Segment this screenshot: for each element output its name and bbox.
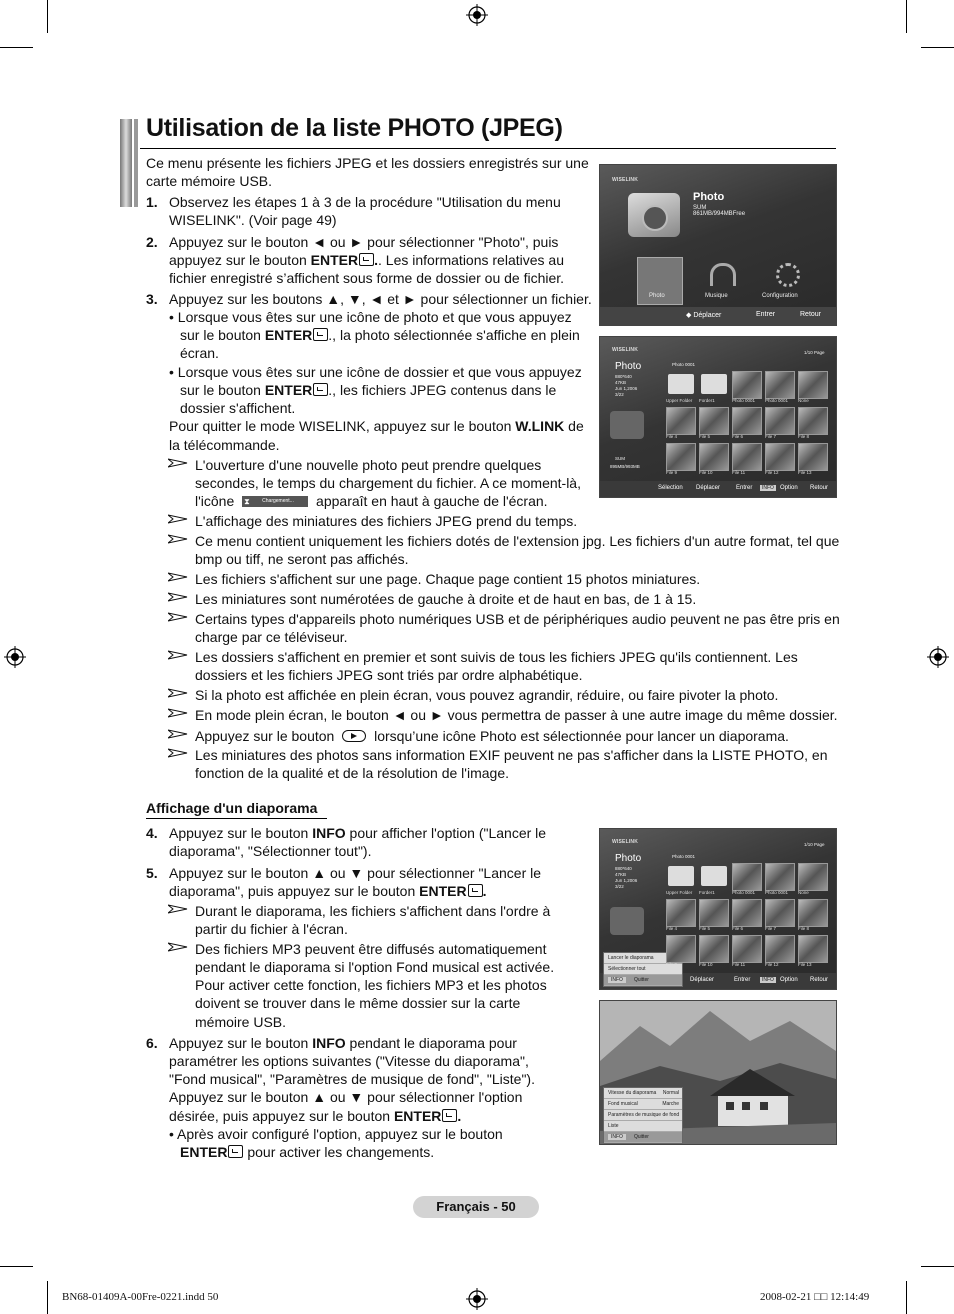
photo-tile[interactable] <box>765 899 795 927</box>
screen-title: Photo <box>693 191 725 203</box>
photo-tile[interactable] <box>732 935 762 963</box>
note-icon <box>168 729 188 739</box>
step-text: la télécommande. <box>169 437 280 453</box>
tile-label: File 6 <box>732 926 744 931</box>
step-number: 6. <box>146 1035 158 1051</box>
side-info: 3/22 <box>615 392 624 397</box>
enter-icon <box>442 1109 457 1122</box>
step-text: ENTER pour activer les changements. <box>180 1144 435 1160</box>
photo-tile[interactable] <box>798 935 828 963</box>
page-indicator: 1/10 Page <box>804 350 825 355</box>
crop-mark <box>906 0 907 33</box>
info-badge: INFO <box>608 977 626 983</box>
tile-label: File 13 <box>798 470 812 475</box>
tab-configuration-label[interactable]: Configuration <box>762 293 798 299</box>
registration-mark-icon <box>927 646 949 668</box>
tile-label: Photo 0001 <box>765 398 789 403</box>
note-text: Les dossiers s'affichent en premier et sont suivis de tous les fichiers JPEG qu'ils contiennent. Les <box>195 649 798 665</box>
tile-label: File 7 <box>765 926 777 931</box>
enter-icon <box>468 884 483 897</box>
hint-enter: Entrer <box>756 311 776 318</box>
note-text: secondes, le temps du chargement du fichier. A ce moment-là, <box>195 475 581 491</box>
photo-tile[interactable] <box>765 371 795 399</box>
step-text: sur le bouton ENTER ., les fichiers JPEG contenus dans le <box>180 382 557 398</box>
step-text: Appuyez sur les boutons ▲, ▼, ◄ et ► pour sélectionner un fichier. <box>169 291 592 307</box>
hint-option: Option <box>780 977 798 983</box>
note-icon <box>168 458 188 468</box>
photo-tile[interactable] <box>666 899 696 927</box>
hint-option: Option <box>780 485 798 491</box>
note-text: partir du fichier à l'écran. <box>195 921 348 937</box>
hint-select: Sélection <box>658 485 683 491</box>
section-heading-rule <box>146 818 327 819</box>
menu-item-start-slideshow[interactable]: Lancer le diaporama <box>604 953 682 964</box>
tile-label: Photo 0001 <box>765 890 789 895</box>
side-title: Photo <box>615 853 642 864</box>
page-indicator: 1/10 Page <box>804 842 825 847</box>
step-number: 5. <box>146 865 158 881</box>
note-text: L'ouverture d'une nouvelle photo peut prendre quelques <box>195 457 542 473</box>
file-slug: BN68-01409A-00Fre-0221.indd 50 <box>62 1291 219 1303</box>
play-button-icon <box>342 730 366 742</box>
note-text: mémoire USB. <box>195 1014 287 1030</box>
side-device: SUM <box>615 456 625 461</box>
side-info: 47KB <box>615 872 627 877</box>
side-info: 880*640 <box>615 866 632 871</box>
note-text: Durant le diaporama, les fichiers s'affichent dans l'ordre à <box>195 903 551 919</box>
step-text: appuyez sur le bouton ENTER .. Les informations relatives au <box>169 252 564 268</box>
registration-mark-icon <box>466 4 488 26</box>
screenshot-wiselink-menu <box>599 164 837 326</box>
tile-label: File 4 <box>666 926 678 931</box>
photo-tile[interactable] <box>765 407 795 435</box>
camera-lens-icon <box>642 205 668 231</box>
step-text: • Après avoir configuré l'option, appuyez sur le bouton <box>169 1126 503 1142</box>
info-badge: INFO <box>608 1134 626 1140</box>
photo-tile[interactable] <box>666 443 696 471</box>
crop-mark <box>906 1281 907 1314</box>
note-text: charge par ce téléviseur. <box>195 629 348 645</box>
camera-graphic <box>610 411 644 439</box>
note-icon <box>168 514 188 524</box>
photo-tile[interactable] <box>798 407 828 435</box>
enter-icon <box>313 383 328 396</box>
side-space: 895MB/993MB <box>610 464 640 469</box>
photo-tile[interactable] <box>798 899 828 927</box>
tile-label: Forder1 <box>699 398 715 403</box>
screenshot-slideshow-menu <box>599 828 837 990</box>
hint-enter: Entrer <box>736 485 753 491</box>
headphones-icon <box>710 263 736 286</box>
side-info: Jun 1,2006 <box>615 386 638 391</box>
step-text: Appuyez sur le bouton INFO pendant le diaporama pour <box>169 1035 517 1051</box>
step-text: désirée, puis appuyez sur le bouton ENTER . <box>169 1108 462 1124</box>
tile-label: File 8 <box>798 926 810 931</box>
side-info: 880*640 <box>615 374 632 379</box>
step-text: dossier s'affichent. <box>180 400 296 416</box>
photo-tile[interactable] <box>699 935 729 963</box>
tile-label: File 6 <box>732 434 744 439</box>
note-icon <box>168 612 188 622</box>
camera-graphic <box>610 907 644 935</box>
menu-item-quit[interactable]: INFO Quitter <box>604 1132 682 1143</box>
intro-line: Ce menu présente les fichiers JPEG et les dossiers enregistrés sur une <box>146 155 589 171</box>
wiselink-logo: WISELINK <box>612 839 639 845</box>
note-text: L'affichage des miniatures des fichiers JPEG prend du temps. <box>195 513 578 529</box>
step-text: diaporama", puis appuyez sur le bouton ENTER . <box>169 883 487 899</box>
photo-tile[interactable] <box>732 371 762 399</box>
screenshot-photo-list <box>599 336 837 498</box>
step-text: • Lorsque vous êtes sur une icône de photo et que vous appuyez <box>169 309 572 325</box>
current-path: Photo 0001 <box>672 854 696 859</box>
crop-mark <box>47 1281 48 1314</box>
photo-tile[interactable] <box>765 863 795 891</box>
option-background-music[interactable]: Fond musical Marche <box>604 1099 682 1110</box>
note-icon <box>168 708 188 718</box>
tile-label: Upper Folder <box>666 398 693 403</box>
note-text: Pour activer cette fonction, les fichiers MP3 et les photos <box>195 977 547 993</box>
tile-label: File 10 <box>699 962 713 967</box>
note-text: bmp ou tiff, ne seront pas affichés. <box>195 551 409 567</box>
crop-mark <box>0 47 33 48</box>
step-text: paramétrer les options suivantes ("Vitesse du diaporama", <box>169 1053 529 1069</box>
wiselink-logo: WISELINK <box>612 177 639 183</box>
note-text: doivent se trouver dans le même dossier sur la carte <box>195 995 521 1011</box>
note-icon <box>168 572 188 582</box>
enter-icon <box>228 1145 243 1158</box>
tile-label: File 13 <box>798 962 812 967</box>
photo-tile[interactable] <box>699 899 729 927</box>
step-text: WISELINK". (Voir page 49) <box>169 212 337 228</box>
hint-move: ◆ Déplacer <box>686 312 722 319</box>
note-icon <box>168 904 188 914</box>
option-list[interactable]: Liste <box>604 1121 682 1132</box>
tile-label: File 12 <box>765 470 779 475</box>
note-text: fonction de la qualité et de la résolution de l'image. <box>195 765 509 781</box>
option-slideshow-speed[interactable]: Vitesse du diaporama Normal <box>604 1088 682 1099</box>
info-badge: INFO <box>762 977 774 983</box>
section-heading: Affichage d'un diaporama <box>146 800 318 816</box>
note-text: Si la photo est affichée en plein écran, vous pouvez agrandir, réduire, ou faire pivoter la photo. <box>195 687 779 703</box>
hint-return: Retour <box>800 311 822 318</box>
note-icon <box>168 592 188 602</box>
loading-badge: ⧗ Chargement... <box>242 496 308 507</box>
tile-label: Upper Folder <box>666 890 693 895</box>
tile-label: File 11 <box>732 962 746 967</box>
photo-tile[interactable] <box>765 935 795 963</box>
note-text: Ce menu contient uniquement les fichiers dotés de l'extension jpg. Les fichiers d'un autre format, tel que <box>195 533 840 549</box>
photo-tile[interactable] <box>699 443 729 471</box>
crop-mark <box>921 47 954 48</box>
step-number: 2. <box>146 234 158 250</box>
note-text: En mode plein écran, le bouton ◄ ou ► vous permettra de passer à une autre image du même dossier. <box>195 707 838 723</box>
photo-tile[interactable] <box>798 863 828 891</box>
photo-tile[interactable] <box>798 371 828 399</box>
registration-mark-icon <box>466 1288 488 1310</box>
device-name: SUM <box>693 205 707 211</box>
step-text: Pour quitter le mode WISELINK, appuyez sur le bouton W.LINK de <box>169 418 584 434</box>
step-text: "Fond musical", "Paramètres de musique de fond", "Liste"). <box>169 1071 535 1087</box>
photo-tile[interactable] <box>732 863 762 891</box>
tile-label: File 8 <box>798 434 810 439</box>
hourglass-icon: ⧗ <box>244 497 250 506</box>
step-text: • Lorsque vous êtes sur une icône de dossier et que vous appuyez <box>169 364 582 380</box>
tile-label: File 9 <box>666 962 678 967</box>
side-info: Jun 1,2006 <box>615 878 638 883</box>
note-icon <box>168 748 188 758</box>
tile-label: File 9 <box>666 470 678 475</box>
screenshot-fullscreen-photo <box>599 1000 837 1145</box>
note-text: pendant le diaporama si l'option Fond musical est activée. <box>195 959 555 975</box>
hint-enter: Entrer <box>734 977 751 983</box>
hint-return: Retour <box>810 977 829 983</box>
crop-mark <box>0 1266 33 1267</box>
photo-tile[interactable] <box>732 899 762 927</box>
crop-mark <box>47 0 48 33</box>
step-number: 1. <box>146 194 158 210</box>
note-icon <box>168 942 188 952</box>
note-icon <box>168 688 188 698</box>
photo-tile[interactable] <box>732 443 762 471</box>
tile-label: File 5 <box>699 926 711 931</box>
photo-tile[interactable] <box>798 443 828 471</box>
note-text: Appuyez sur le bouton lorsqu’une icône Photo est sélectionnée pour lancer un diaporama. <box>195 728 789 744</box>
date-slug: 2008-02-21 □□ 12:14:49 <box>760 1291 870 1303</box>
photo-tile[interactable] <box>732 407 762 435</box>
side-title: Photo <box>615 361 642 372</box>
hint-move: Déplacer <box>696 485 721 491</box>
step-text: Appuyez sur le bouton ▲ ou ▼ pour sélectionner "Lancer le <box>169 865 542 881</box>
tile-label: File 10 <box>699 470 713 475</box>
step-text: Observez les étapes 1 à 3 de la procédure "Utilisation du menu <box>169 194 561 210</box>
step-text: sur le bouton ENTER ., la photo sélectionnée s'affiche en plein <box>180 327 580 343</box>
folder-tile[interactable] <box>701 866 727 886</box>
device-space: 861MB/994MBFree <box>693 211 746 217</box>
enter-icon <box>359 253 374 266</box>
step-text: écran. <box>180 345 219 361</box>
photo-tile[interactable] <box>666 935 696 963</box>
photo-tile[interactable] <box>666 407 696 435</box>
folder-tile[interactable] <box>668 374 694 394</box>
note-text: Les fichiers s'affichent sur une page. Chaque page contient 15 photos miniatures. <box>195 571 701 587</box>
info-badge: INFO <box>762 485 774 491</box>
tile-label: File 12 <box>765 962 779 967</box>
folder-tile[interactable] <box>668 866 694 886</box>
menu-item-quit[interactable]: INFO Quitter <box>604 975 682 986</box>
photo-tile[interactable] <box>699 407 729 435</box>
note-text: l'icône ⧗ Chargement... apparaît en haut à gauche de l'écran. <box>195 493 548 509</box>
step-text: Appuyez sur le bouton ◄ ou ► pour sélectionner "Photo", puis <box>169 234 559 250</box>
menu-item-select-all[interactable]: Sélectionner tout <box>604 964 682 975</box>
step-number: 4. <box>146 825 158 841</box>
title-decoration <box>120 119 132 207</box>
note-text: Des fichiers MP3 peuvent être diffusés automatiquement <box>195 941 547 957</box>
option-music-settings[interactable]: Paramètres de musique de fond <box>604 1110 682 1121</box>
folder-tile[interactable] <box>701 374 727 394</box>
note-text: Certains types d'appareils photo numériques USB et de périphériques audio peuvent ne pas être pris en <box>195 611 840 627</box>
title-rule <box>140 148 836 149</box>
tab-photo-label: Photo <box>649 293 665 299</box>
step-number: 3. <box>146 291 158 307</box>
crop-mark <box>921 1266 954 1267</box>
hint-return: Retour <box>810 485 829 491</box>
enter-icon <box>313 328 328 341</box>
hint-move: Déplacer <box>690 977 715 983</box>
note-text: dossiers et les fichiers JPEG sont triés par ordre alphabétique. <box>195 667 583 683</box>
photo-tile[interactable] <box>765 443 795 471</box>
tile-label: None <box>798 890 809 895</box>
note-icon <box>168 650 188 660</box>
step-text: diaporama", "Sélectionner tout"). <box>169 843 372 859</box>
note-icon <box>168 534 188 544</box>
tile-label: Photo 0001 <box>732 890 756 895</box>
tile-label: File 5 <box>699 434 711 439</box>
tile-label: Photo 0001 <box>732 398 756 403</box>
page-number: Français - 50 <box>413 1196 539 1218</box>
tile-label: File 11 <box>732 470 746 475</box>
intro-line: carte mémoire USB. <box>146 173 273 189</box>
tile-label: File 7 <box>765 434 777 439</box>
slideshow-options-menu <box>603 1087 683 1144</box>
step-text: Appuyez sur le bouton INFO pour afficher l'option ("Lancer le <box>169 825 547 841</box>
step-text: Appuyez sur le bouton ▲ ou ▼ pour sélectionner l'option <box>169 1089 523 1105</box>
page-title: Utilisation de la liste PHOTO (JPEG) <box>146 114 563 142</box>
tab-music-label[interactable]: Musique <box>705 293 728 299</box>
side-info: 3/22 <box>615 884 624 889</box>
current-path: Photo 0001 <box>672 362 696 367</box>
registration-mark-icon <box>4 646 26 668</box>
title-decoration <box>134 119 138 207</box>
tile-label: File 4 <box>666 434 678 439</box>
tile-label: Forder1 <box>699 890 715 895</box>
side-info: 47KB <box>615 380 627 385</box>
gear-icon <box>776 263 800 287</box>
step-text: fichier enregistré s’affichent sous forme de dossier ou de fichier. <box>169 270 565 286</box>
note-text: Les miniatures sont numérotées de gauche à droite et de haut en bas, de 1 à 15. <box>195 591 697 607</box>
wiselink-logo: WISELINK <box>612 347 639 353</box>
note-text: Les miniatures des photos sans information EXIF peuvent ne pas s'afficher dans la LISTE PHOTO, en <box>195 747 828 763</box>
tile-label: None <box>798 398 809 403</box>
